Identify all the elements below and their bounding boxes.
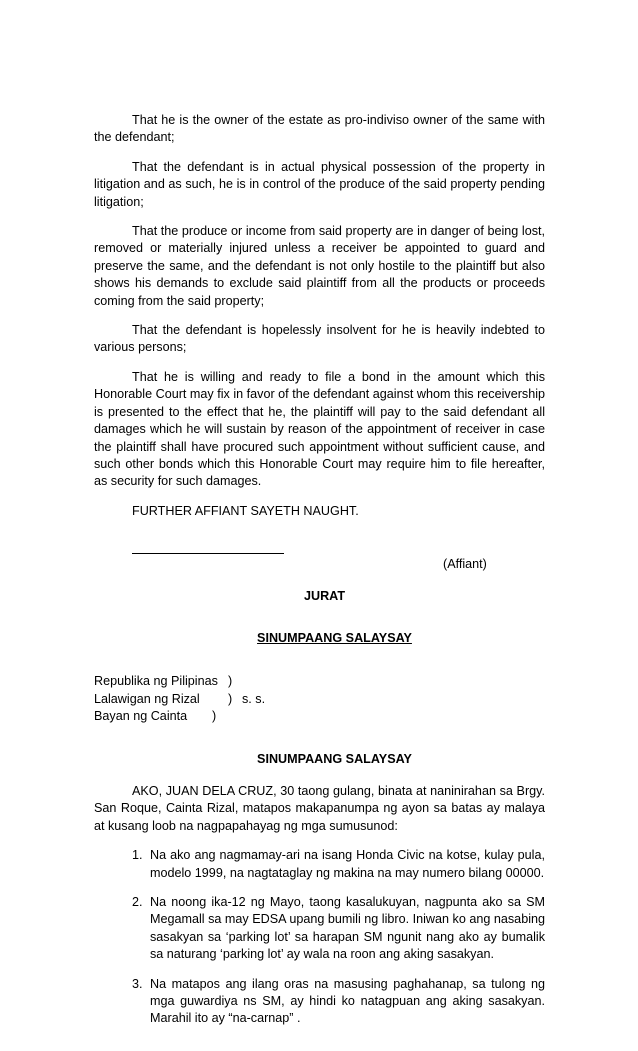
paragraph-possession: That the defendant is in actual physical possession of the property in litigation and as such, he is in control of the produce of the said property pending litigation; xyxy=(94,159,545,209)
affiant-label: (Affiant) xyxy=(443,557,487,572)
list-item-text: Na matapos ang ilang oras na masusing paghahanap, sa tulong ng mga guwardiya ns SM, ay hindi ko natagpuan ang aking sasakyan. Marahil ito ay “na-carnap” . xyxy=(150,976,545,1026)
list-item-text: Na ako ang nagmamay-ari na isang Honda Civic na kotse, kulay pula, modelo 1999, na nagtataglay ng makina na may numero bilang 00000. xyxy=(150,848,545,880)
closing-statement: FURTHER AFFIANT SAYETH NAUGHT. xyxy=(132,503,359,518)
venue-block xyxy=(94,673,545,725)
paragraph-bond: That he is willing and ready to file a bond in the amount which this Honorable Court may fix in favor of the defendant against whom this receivership is presented to the effect that he, the plaintiff will pay to the said defendant all damages which he will sustain by reason of the appointment of receiver in case the plaintiff shall have procured such appointment without sufficient cause, and such other bonds which this Honorable Court may require him to file hereafter, as security for such damages. xyxy=(94,369,545,489)
venue-paren: ) xyxy=(228,691,233,706)
venue-republic: Republika ng Pilipinas xyxy=(94,674,218,689)
venue-ss: s. s. xyxy=(242,691,266,706)
list-item xyxy=(132,976,545,1028)
list-item xyxy=(132,847,545,882)
document-title-2: SINUMPAANG SALAYSAY xyxy=(257,751,412,766)
jurat-heading: JURAT xyxy=(303,588,346,603)
venue-province: Lalawigan ng Rizal xyxy=(94,691,200,706)
paragraph-owner: That he is the owner of the estate as pro-indiviso owner of the same with the defendant; xyxy=(94,113,545,145)
list-item xyxy=(132,894,545,964)
list-item-number: 3. xyxy=(132,976,143,991)
venue-row xyxy=(94,708,545,725)
list-item-text: Na noong ika-12 ng Mayo, taong kasalukuyan, nagpunta ako sa SM Megamall sa may EDSA upang bumili ng libro. Iniwan ko ang nasabing sasakyan sa ‘parking lot’ sa harapan SM ngunit nang ako ay bumalik sa naturang ‘parking lot’ ay wala na roon ang aking sasakyan. xyxy=(150,894,545,962)
document-body xyxy=(94,112,545,1040)
paragraph-insolvent: That the defendant is hopelessly insolvent for he is heavily indebted to various persons; xyxy=(94,323,545,355)
list-item-number: 2. xyxy=(132,894,143,909)
venue-town: Bayan ng Cainta xyxy=(94,709,188,724)
intro-paragraph: AKO, JUAN DELA CRUZ, 30 taong gulang, binata at naninirahan sa Brgy. San Roque, Cainta Rizal, matapos makapanumpa ng ayon sa batas ay malaya at kusang loob na nagpapahayag ng mga sumusunod: xyxy=(94,783,545,833)
venue-row xyxy=(94,691,545,708)
list-item-number: 1. xyxy=(132,848,143,863)
paragraph-danger: That the produce or income from said property are in danger of being lost, removed or materially injured unless a receiver be appointed to guard and preserve the same, and the defendant is not only hostile to the plaintiff but also shows his demands to exclude said plaintiff from all the products or proceeds coming from the said property; xyxy=(94,224,545,308)
venue-paren: ) xyxy=(212,709,217,724)
venue-paren: ) xyxy=(228,674,233,689)
signature-line xyxy=(132,544,284,554)
venue-row xyxy=(94,673,545,690)
document-title: SINUMPAANG SALAYSAY xyxy=(257,630,412,645)
